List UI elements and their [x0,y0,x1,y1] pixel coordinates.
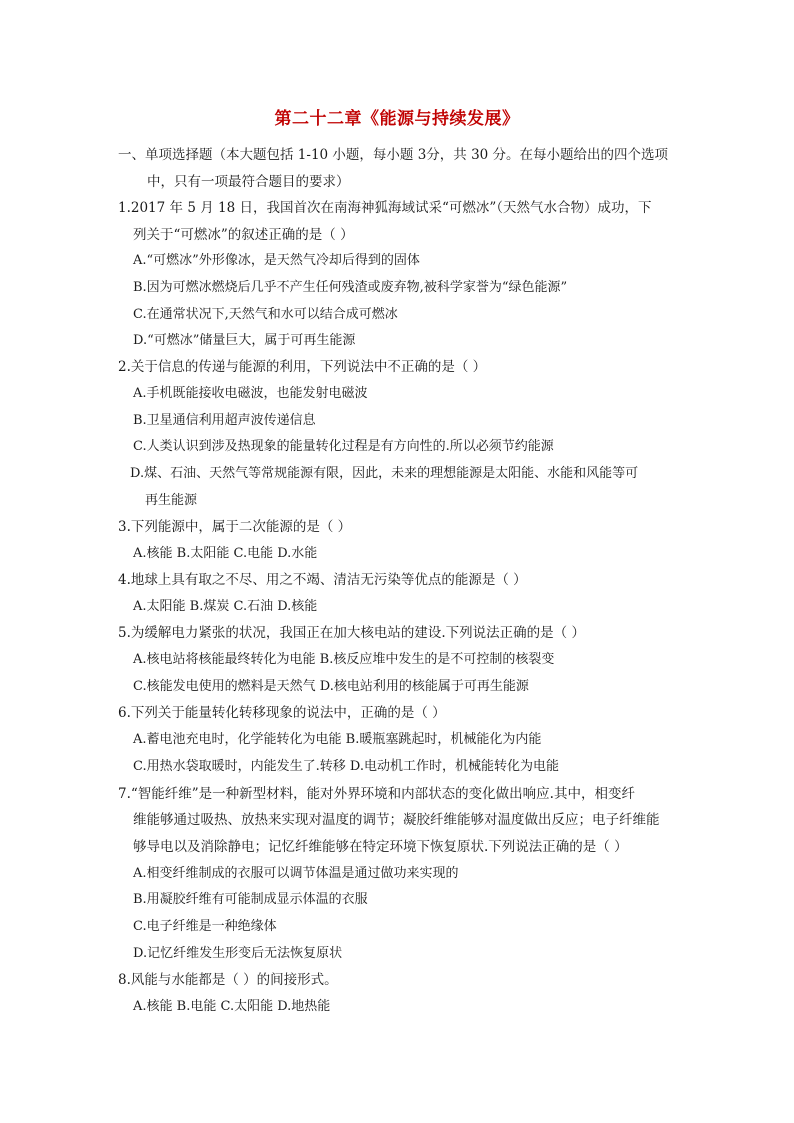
question-1-option-a: A.“可燃冰”外形像冰，是天然气冷却后得到的固体 [133,253,420,268]
question-1-stem-line-1: 1.2017 年 5 月 18 日，我国首次在南海神狐海域试采“可燃冰”（天然气水合物）成功，下 [118,200,652,216]
question-7-option-a: A.相变纤维制成的衣服可以调节体温是通过做功来实现的 [133,866,459,881]
question-8-options: A.核能 B.电能 C.太阳能 D.地热能 [133,999,331,1014]
question-7-stem-line-2: 维能够通过吸热、放热来实现对温度的调节；凝胶纤维能够对温度做出反应；电子纤维能 [133,812,660,828]
question-1-option-d: D.“可燃冰”储量巨大，属于可再生能源 [133,333,356,348]
question-2-option-c: C.人类认识到涉及热现象的能量转化过程是有方向性的.所以必须节约能源 [133,439,554,454]
question-6-options-line-1: A.蓄电池充电时，化学能转化为电能 B.暖瓶塞跳起时，机械能化为内能 [133,732,542,747]
question-1-stem-line-2: 列关于“可燃冰”的叙述正确的是（ ） [133,227,354,243]
question-2-option-d: D.煤、石油、天然气等常规能源有限，因此，未来的理想能源是太阳能、水能和风能等可 [130,466,639,481]
question-5-options-line-1: A.核电站将核能最终转化为电能 B.核反应堆中发生的是不可控制的核裂变 [133,652,555,667]
question-7-stem-line-3: 够导电以及消除静电；记忆纤维能够在特定环境下恢复原状.下列说法正确的是（ ） [133,839,628,855]
question-2-option-b: B.卫星通信利用超声波传递信息 [133,413,316,428]
question-7-option-c: C.电子纤维是一种绝缘体 [133,919,277,934]
question-5-options-line-2: C.核能发电使用的燃料是天然气 D.核电站利用的核能属于可再生能源 [133,679,529,694]
question-5-stem: 5.为缓解电力紧张的状况，我国正在加大核电站的建设.下列说法正确的是（ ） [118,625,585,641]
question-3-options: A.核能 B.太阳能 C.电能 D.水能 [133,546,318,561]
question-1-option-c: C.在通常状况下,天然气和水可以结合成可燃冰 [133,307,398,322]
question-7-option-d: D.记忆纤维发生形变后无法恢复原状 [133,946,343,961]
question-4-stem: 4.地球上具有取之不尽、用之不竭、清洁无污染等优点的能源是（ ） [118,572,527,588]
question-1-option-b: B.因为可燃冰燃烧后几乎不产生任何残渣或废弃物,被科学家誉为“绿色能源” [133,280,568,295]
question-2-stem: 2.关于信息的传递与能源的利用，下列说法中不正确的是（ ） [118,359,487,375]
question-3-stem: 3.下列能源中，属于二次能源的是（ ） [118,519,352,535]
question-6-stem: 6.下列关于能量转化转移现象的说法中，正确的是（ ） [118,705,446,721]
question-4-options: A.太阳能 B.煤炭 C.石油 D.核能 [133,599,318,614]
question-8-stem: 8.风能与水能都是（ ）的间接形式。 [118,972,338,988]
question-6-options-line-2: C.用热水袋取暖时，内能发生了.转移 D.电动机工作时，机械能转化为电能 [133,759,559,774]
section-heading-line-1: 一、单项选择题（本大题包括 1-10 小题，每小题 3分，共 30 分。在每小题给出的四个选项 [118,147,669,163]
document-title: 第二十二章《能源与持续发展》 [274,109,520,129]
section-heading-line-2: 中，只有一项最符合题目的要求） [147,174,350,190]
question-2-option-a: A.手机既能接收电磁波，也能发射电磁波 [133,386,368,401]
question-7-option-b: B.用凝胶纤维有可能制成显示体温的衣服 [133,892,368,907]
question-7-stem-line-1: 7.“智能纤维”是一种新型材料，能对外界环境和内部状态的变化做出响应.其中，相变纤 [118,786,635,802]
question-2-option-d-continued: 再生能源 [145,493,198,508]
